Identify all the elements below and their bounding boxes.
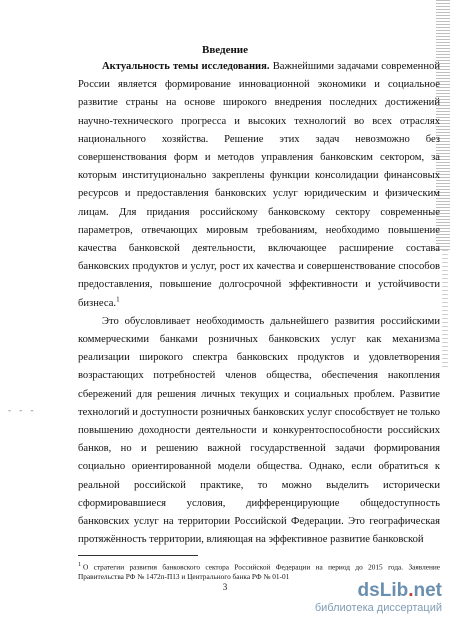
logo-tld-text: net [413, 580, 442, 601]
paragraph-1-lead: Актуальность темы исследования. [102, 61, 270, 72]
body-text [78, 58, 440, 549]
paragraph-1 [78, 58, 440, 313]
section-heading: Введение [201, 44, 249, 56]
footnote-number: 1 [78, 562, 81, 568]
dslib-logo [315, 581, 442, 601]
scan-edge-artifact-lower [442, 250, 448, 370]
footnote-reference[interactable]: 1 [116, 295, 120, 304]
paragraph-1-text: Важнейшими задачами современной России является формирование инновационной экономики и социальное развитие страны на основе широкого внедрения последних достижений научно-технического прогресса и высоких технологий во всех отраслях национального хозяйства. Решение этих задач невозможно без совершенствования форм и методов управления банковским сектором, за которым институционально закреплены функции консолидации финансовых ресурсов и предоставления банковских услуг юридическим и физическим лицам. Для придания российскому банковскому сектору современные параметров, отвечающих мировым требованиям, необходимо повышение качества банковской деятельности, включающее расширение состава банковских продуктов и услуг, рост их качества и совершенствование способов предоставления, повышение долгосрочной эффективности и устойчивости бизнеса. [78, 61, 440, 309]
dslib-watermark[interactable] [315, 581, 442, 615]
footnote-text: О стратегии развития банковского сектора Российской Федерации на период до 2015 года. Заявление Правительства РФ № 1472п-П13 и Центрального банка РФ № 01-01 [78, 562, 440, 582]
logo-main-text: dsLib [357, 580, 409, 601]
paragraph-2: Это обусловливает необходимость дальнейшего развития российскими коммерческими банками розничных банковских услуг как механизма реализации широкого спектра банковских продуктов и удовлетворения возрастающих потребностей членов общества, обеспечения накопления сбережений для решения личных текущих и социальных проблем. Развитие технологий и доступности розничных банковских услуг способствует не только повышению доходности деятельности и конкурентоспособности российских банков, но и решению важной государственной задачи формирования социально ориентированной модели общества. Однако, если обратиться к реальной российской практике, то можно выделить исторически сформировавшиеся условия, дифференцирующие общедоступность банковских услуг на территории Российской Федерации. Это географическая протяжённость территории, влияющая на эффективное развитие банковской [78, 315, 440, 546]
page-number: 3 [222, 582, 228, 592]
watermark-subtitle: библиотека диссертаций [314, 602, 442, 614]
margin-marks: - - - [8, 405, 37, 415]
footnote-divider [78, 555, 198, 556]
logo-dot: . [408, 580, 414, 601]
